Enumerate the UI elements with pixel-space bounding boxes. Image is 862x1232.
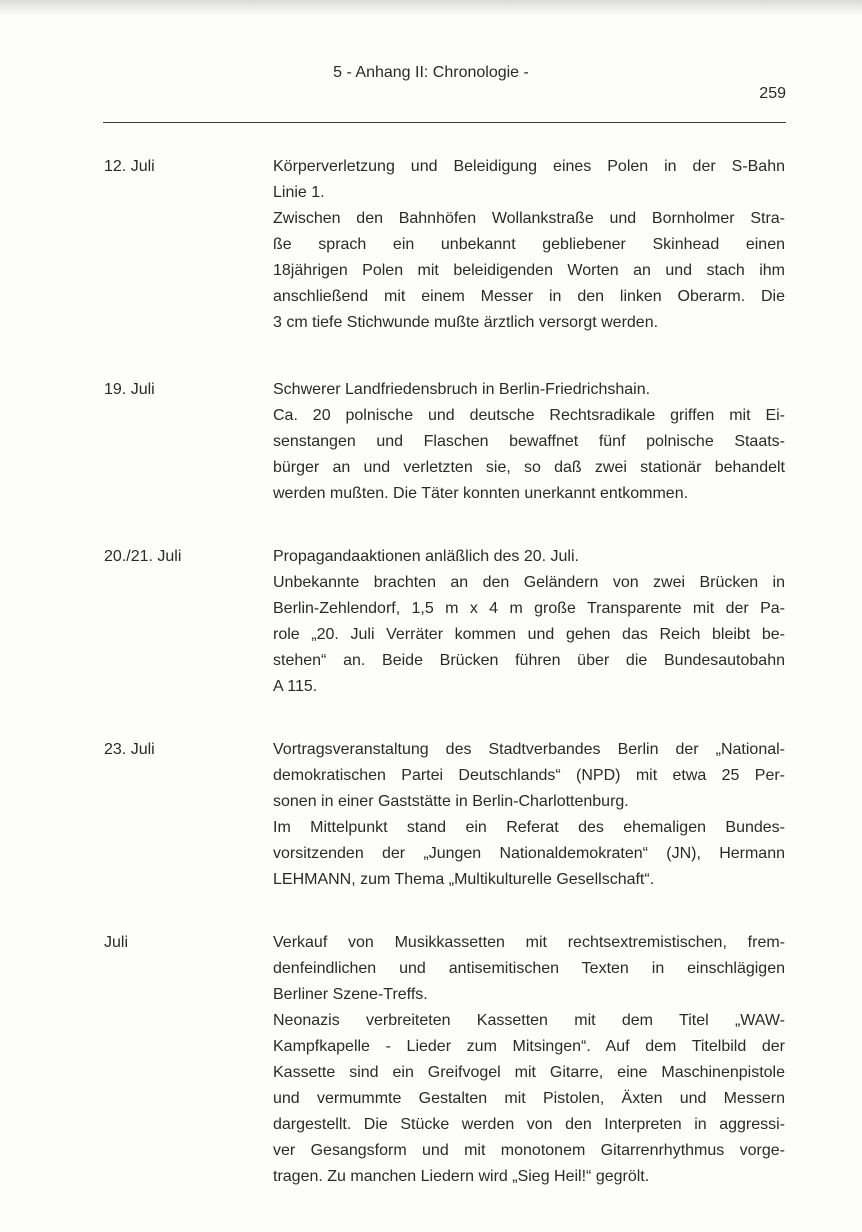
entry-date: 23. Juli <box>104 741 155 758</box>
entry-text-line: demokratischen Partei Deutschlands“ (NPD) mit etwa 25 Per- <box>273 767 785 784</box>
entry-text-line: Linie 1. <box>273 184 325 201</box>
entry-text-line: Im Mittelpunkt stand ein Referat des ehemaligen Bundes- <box>273 819 785 836</box>
entry-text-line: senstangen und Flaschen bewaffnet fünf polnische Staats- <box>273 433 785 450</box>
entry-text-line: 18jährigen Polen mit beleidigenden Worten an und stach ihm <box>273 262 785 279</box>
entry-text-line: Berlin-Zehlendorf, 1,5 m x 4 m große Transparente mit der Pa- <box>273 600 785 617</box>
entry-text-line: werden mußten. Die Täter konnten unerkannt entkommen. <box>273 485 689 502</box>
entry-text-line: denfeindlichen und antisemitischen Texten in einschlägigen <box>273 960 785 977</box>
entry-text-line: ße sprach ein unbekannt gebliebener Skinhead einen <box>273 236 785 253</box>
page-number: 259 <box>759 85 786 102</box>
entry-text-line: und vermummte Gestalten mit Pistolen, Äxten und Messern <box>273 1090 785 1107</box>
entry-date: 20./21. Juli <box>104 548 182 565</box>
entry-text-line: stehen“ an. Beide Brücken führen über die Bundesautobahn <box>273 652 785 669</box>
entry-date: Juli <box>104 934 129 951</box>
entry-text-line: dargestellt. Die Stücke werden von den Interpreten in aggressi- <box>273 1116 785 1133</box>
entry-date: 12. Juli <box>104 158 155 175</box>
entry-text-line: Propagandaaktionen anläßlich des 20. Juli. <box>273 548 579 565</box>
entry-text <box>273 154 785 336</box>
entry-text-line: Neonazis verbreiteten Kassetten mit dem Titel „WAW- <box>273 1012 785 1029</box>
entry-text-line: role „20. Juli Verräter kommen und gehen das Reich bleibt be- <box>273 626 785 643</box>
scan-edge-shadow <box>0 0 862 16</box>
entry-date: 19. Juli <box>104 381 155 398</box>
entry-text-line: Kassette sind ein Greifvogel mit Gitarre, eine Maschinenpistole <box>273 1064 785 1081</box>
entry-text-line: bürger an und verletzten sie, so daß zwei stationär behandelt <box>273 459 785 476</box>
entry-text <box>273 930 785 1190</box>
entry-text-line: Ca. 20 polnische und deutsche Rechtsradikale griffen mit Ei- <box>273 407 785 424</box>
entry-text-line: Kampfkapelle - Lieder zum Mitsingen“. Auf dem Titelbild der <box>273 1038 785 1055</box>
entry-text-line: 3 cm tiefe Stichwunde mußte ärztlich versorgt werden. <box>273 314 659 331</box>
header-divider <box>103 122 786 123</box>
entry-text-line: vorsitzenden der „Jungen Nationaldemokraten“ (JN), Hermann <box>273 845 785 862</box>
entry-text-line: sonen in einer Gaststätte in Berlin-Charlottenburg. <box>273 793 629 810</box>
entry-text-line: Verkauf von Musikkassetten mit rechtsextremistischen, frem- <box>273 934 785 951</box>
entry-text-line: anschließend mit einem Messer in den linken Oberarm. Die <box>273 288 785 305</box>
entry-text-line: ver Gesangsform und mit monotonem Gitarrenrhythmus vorge- <box>273 1142 785 1159</box>
entry-text <box>273 377 785 507</box>
entry-text <box>273 544 785 700</box>
entry-text-line: Schwerer Landfriedensbruch in Berlin-Friedrichshain. <box>273 381 651 398</box>
entry-text-line: A 115. <box>273 678 318 695</box>
entry-text-line: Vortragsveranstaltung des Stadtverbandes Berlin der „National- <box>273 741 785 758</box>
entry-text-line: Zwischen den Bahnhöfen Wollankstraße und Bornholmer Stra- <box>273 210 785 227</box>
entry-text <box>273 737 785 893</box>
entry-text-line: LEHMANN, zum Thema „Multikulturelle Gesellschaft“. <box>273 871 655 888</box>
page-header-title: 5 - Anhang II: Chronologie - <box>333 64 529 81</box>
entry-text-line: Unbekannte brachten an den Geländern von zwei Brücken in <box>273 574 785 591</box>
entry-text-line: Körperverletzung und Beleidigung eines Polen in der S-Bahn <box>273 158 785 175</box>
entry-text-line: tragen. Zu manchen Liedern wird „Sieg Heil!“ gegrölt. <box>273 1168 650 1185</box>
entry-text-line: Berliner Szene-Treffs. <box>273 986 428 1003</box>
